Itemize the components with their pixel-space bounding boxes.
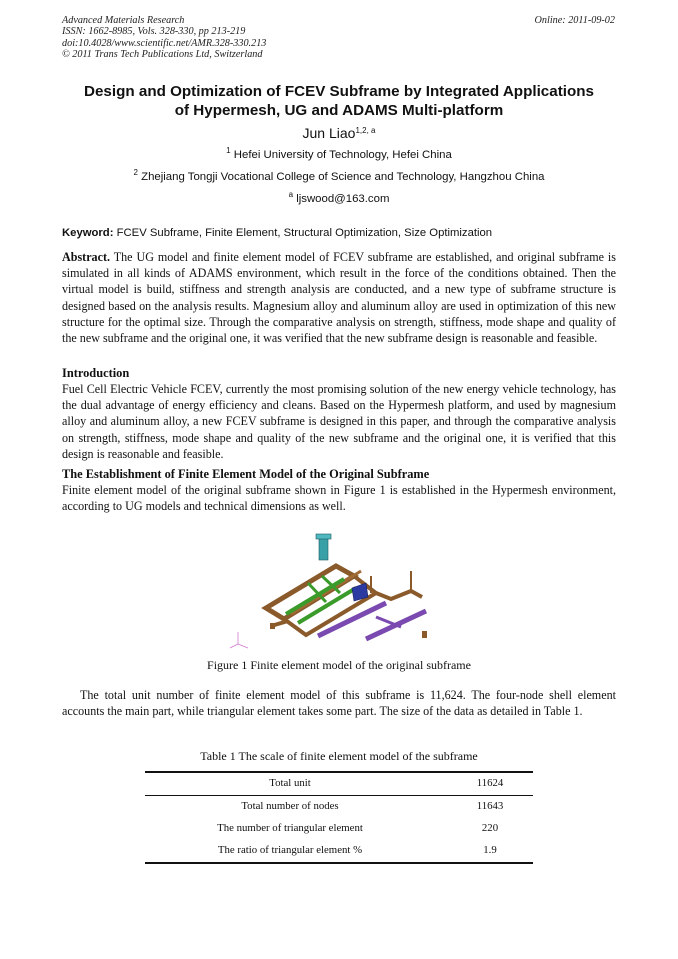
intro-text: Fuel Cell Electric Vehicle FCEV, currently the most promising solution of the new energy vehicle technology, has the dual advantage of energy efficiency and cleans. Based on the Hypermesh platform, and used by magnesium alloy and aluminum alloy, a new FCEV subframe is designed in this paper, and through the comparative analysis on strength, stiffness, mode shape and quality of the new subframe and the original one, it is verified that this design is reasonable and feasible.	[62, 382, 616, 461]
table-cell-value: 11624	[476, 777, 504, 789]
title-line-2: of Hypermesh, UG and ADAMS Multi-platform	[174, 102, 504, 119]
table-cell-value: 1.9	[483, 844, 497, 856]
abstract-label: Abstract.	[62, 250, 111, 264]
intro-heading: Introduction	[62, 366, 130, 380]
subframe-fe-model-figure	[226, 531, 456, 653]
abstract-text: The UG model and finite element model of FCEV subframe are established, and original subframe is simulated in all kinds of ADAMS environment, which result in the force of the conditions obtained. Then the virtual model is build, stiffness and strength analysis are conducted, and a new type of subframe structure is designed based on the analysis results. Magnesium alloy and aluminum alloy are used in optimization of this new structure for the optimal size. Through the comparative analysis on strength, stiffness, mode shape and quality of the new subframe and the original one, it was verified that the new subframe design is reasonable and feasible.	[62, 250, 616, 346]
journal-meta	[62, 15, 266, 61]
copyright: © 2011 Trans Tech Publications Ltd, Switzerland	[62, 49, 263, 61]
table-cell-label: Total unit	[269, 777, 311, 789]
table-bottom-rule	[145, 862, 533, 864]
total-unit-paragraph: The total unit number of finite element model of this subframe is 11,624. The four-node shell element accounts the main part, while triangular element takes some part. The size of the data as detailed in Table 1.	[62, 688, 616, 719]
table-cell-label: The number of triangular element	[217, 822, 363, 834]
affiliation-1: $^1$ Hefei University of Technology, Hefei China	[226, 146, 452, 161]
table1	[145, 771, 533, 864]
online-date: Online: 2011-09-02	[534, 15, 615, 26]
author	[62, 125, 616, 141]
paper-title	[62, 82, 616, 120]
figure1-caption: Figure 1 Finite element model of the original subframe	[207, 658, 471, 672]
abstract	[62, 249, 616, 346]
author-name: Jun Liao	[302, 125, 356, 141]
affiliation-2: $^2$ Zhejiang Tongji Vocational College of Science and Technology, Hangzhou China	[133, 168, 545, 183]
table-cell-label: The ratio of triangular element %	[217, 844, 363, 856]
keywords-label: Keyword:	[62, 227, 114, 239]
author-sup: 1,2, a	[355, 126, 376, 135]
keywords-text: FCEV Subframe, Finite Element, Structural Optimization, Size Optimization	[116, 227, 493, 239]
affiliation-email: $^a$ ljswood@163.com	[288, 190, 390, 205]
issn: ISSN: 1662-8985, Vols. 328-330, pp 213-219	[62, 26, 246, 38]
table-row	[145, 818, 533, 840]
title-line-1: Design and Optimization of FCEV Subframe by Integrated Applications	[84, 83, 594, 100]
table1-caption: Table 1 The scale of finite element model of the subframe	[200, 749, 478, 763]
table-row	[145, 840, 533, 862]
table-cell-value: 220	[481, 822, 499, 834]
table-row	[145, 796, 533, 818]
table-cell-label: Total number of nodes	[241, 800, 339, 812]
doi: doi:10.4028/www.scientific.net/AMR.328-330.213	[62, 37, 267, 49]
section2-heading: The Establishment of Finite Element Model of the Original Subframe	[62, 467, 430, 481]
journal-name: Advanced Materials Research	[62, 15, 185, 26]
keywords	[62, 227, 616, 239]
table-row	[145, 773, 533, 795]
table-cell-value: 11643	[476, 800, 504, 812]
section2-text: Finite element model of the original subframe shown in Figure 1 is established in the Hypermesh environment, according to UG models and technical dimensions as well.	[62, 483, 616, 514]
